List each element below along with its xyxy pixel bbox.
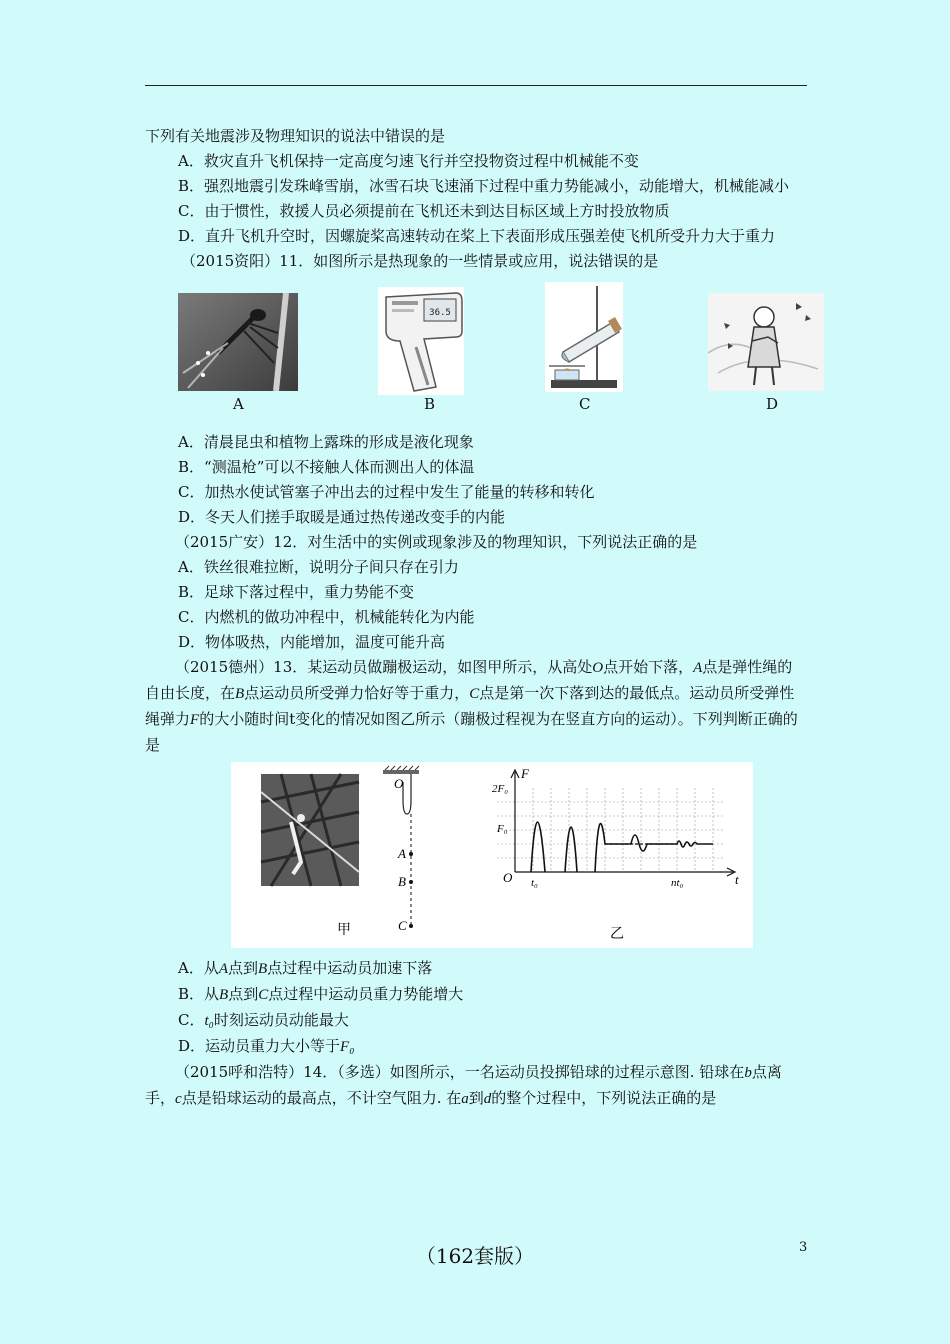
thermometer-gun-photo [378, 287, 464, 395]
rope-label-c: C [398, 918, 407, 933]
page-footer: （162套版） [415, 1244, 535, 1268]
fig-label-d: D [766, 395, 779, 413]
fig-label-c: C [579, 395, 591, 413]
q12-stem: （2015广安）12．对生活中的实例或现象涉及的物理知识，下列说法正确的是 [175, 533, 698, 551]
page-number: 3 [799, 1240, 808, 1255]
q10-stem: 下列有关地震涉及物理知识的说法中错误的是 [145, 127, 446, 145]
q11-stem: （2015资阳）11．如图所示是热现象的一些情景或应用，说法错误的是 [181, 252, 659, 270]
q13-figure [231, 762, 753, 948]
q11-option-b: B．“测温枪”可以不接触人体而测出人的体温 [178, 458, 475, 476]
fig-label-a: A [233, 395, 244, 413]
header-rule [145, 85, 807, 86]
rubbing-hands-cartoon [708, 293, 824, 391]
q10-option-c: C．由于惯性，救援人员必须提前在飞机还未到达目标区域上方时投放物质 [178, 202, 670, 220]
graph-ytick-f0: F₀ [497, 823, 508, 835]
graph-origin-label: O [503, 870, 513, 885]
q10-option-d: D．直升飞机升空时，因螺旋桨高速转动在桨上下表面形成压强差使飞机所受升力大于重力 [178, 227, 776, 245]
fig-label-jia: 甲 [337, 922, 351, 938]
q13-option-a: A．从A点到B点过程中运动员加速下落 [178, 959, 433, 977]
q12-option-b: B．足球下落过程中，重力势能不变 [178, 583, 415, 601]
rope-label-o: O [394, 776, 404, 791]
graph-y-axis-label: F [521, 766, 529, 781]
dragonfly-dew-photo [178, 293, 298, 391]
q11-figure-row [145, 282, 807, 424]
q10-option-a: A．救灾直升飞机保持一定高度匀速飞行并空投物资过程中机械能不变 [178, 152, 639, 170]
page-content [145, 124, 807, 1112]
rope-label-b: B [398, 874, 406, 889]
q12-option-a: A．铁丝很难拉断，说明分子间只存在引力 [178, 558, 459, 576]
graph-ytick-2f0: 2F₀ [492, 783, 509, 795]
q10-option-b: B．强烈地震引发珠峰雪崩，冰雪石块飞速涌下过程中重力势能减小，动能增大，机械能减小 [178, 177, 790, 195]
q11-option-c: C．加热水使试管塞子冲出去的过程中发生了能量的转移和转化 [178, 483, 595, 501]
thermometer-display: 36.5 [429, 308, 451, 318]
fig-label-b: B [424, 395, 436, 413]
q13-option-d: D．运动员重力大小等于F₀ [178, 1037, 355, 1055]
fig-label-yi: 乙 [610, 926, 624, 942]
bungee-figure-svg [231, 762, 753, 948]
graph-xtick-t0: t₀ [531, 877, 538, 889]
q13-option-b: B．从B点到C点过程中运动员重力势能增大 [178, 985, 464, 1003]
q14-stem: （2015呼和浩特）14．（多选）如图所示，一名运动员投掷铅球的过程示意图. 铅球在b点离手，c点是铅球运动的最高点，不计空气阻力. 在a到d的整个过程中，下列说法正确的是 [145, 1063, 782, 1107]
test-tube-heating-photo [545, 282, 623, 392]
rope-label-a: A [398, 846, 406, 861]
q12-option-d: D．物体吸热，内能增加，温度可能升高 [178, 633, 446, 651]
q12-option-c: C．内燃机的做功冲程中，机械能转化为内能 [178, 608, 475, 626]
q13-option-c: C．t₀时刻运动员动能最大 [178, 1011, 349, 1029]
graph-xtick-nt0: nt₀ [671, 877, 684, 889]
q13-stem: （2015德州）13．某运动员做蹦极运动，如图甲所示，从高处O点开始下落，A点是弹性绳的自由长度，在B点运动员所受弹力恰好等于重力，C点是第一次下落到达的最低点。运动员所受弹性绳弹力F的大小随时间t变化的情况如图乙所示（蹦极过程视为在竖直方向的运动）。下列判断正确的是 [145, 658, 798, 754]
q11-option-a: A．清晨昆虫和植物上露珠的形成是液化现象 [178, 433, 474, 451]
q11-option-d: D．冬天人们搓手取暖是通过热传递改变手的内能 [178, 508, 506, 526]
graph-x-axis-label: t [735, 872, 739, 887]
